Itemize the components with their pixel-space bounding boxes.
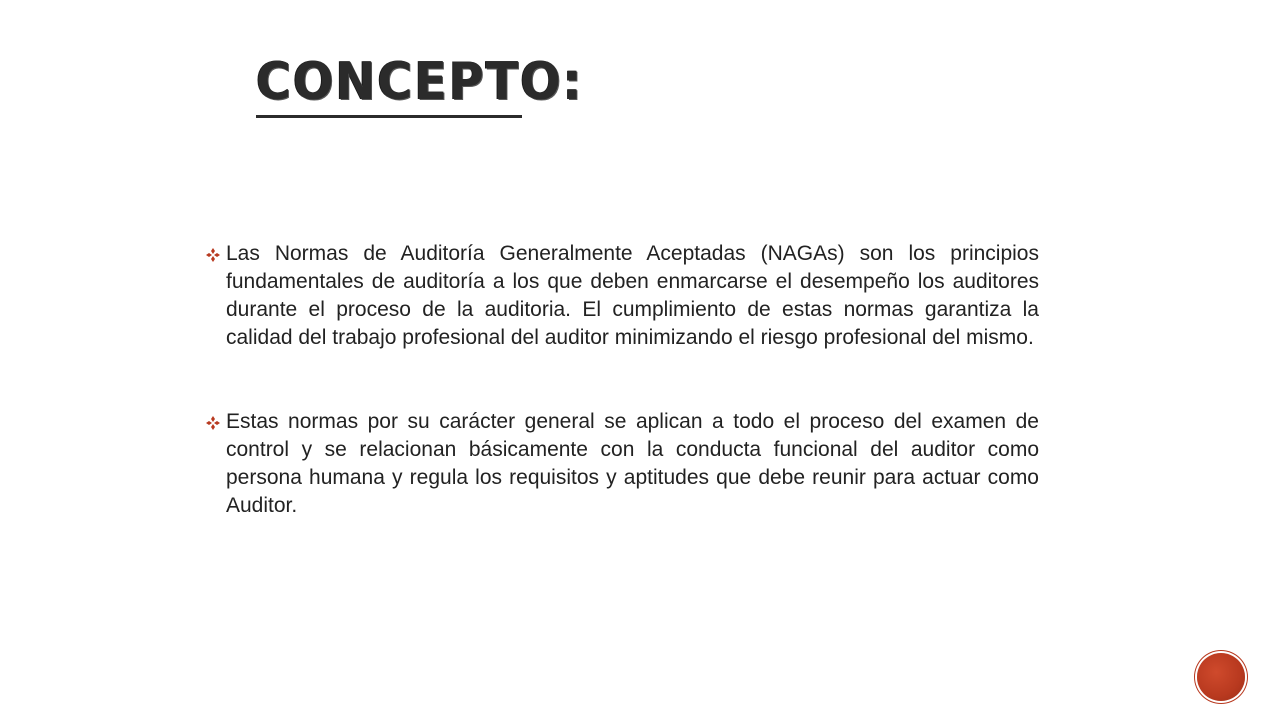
bullet-text: Estas normas por su carácter general se aplican a todo el proceso del examen de control y se relacionan básicamente con la conducta funcional del auditor como persona humana y regula los requisitos y aptitudes que debe reunir para actuar como Auditor. xyxy=(226,410,1039,517)
slide-title: CONCEPTO: xyxy=(256,52,584,112)
bullet-list xyxy=(205,240,1039,520)
diamond-bullet-icon xyxy=(205,416,221,430)
diamond-bullet-icon xyxy=(205,248,221,262)
next-slide-button[interactable] xyxy=(1197,653,1245,701)
title-underline xyxy=(256,115,522,118)
bullet-text: Las Normas de Auditoría Generalmente Aceptadas (NAGAs) son los principios fundamentales de auditoría a los que deben enmarcarse el desempeño los auditores durante el proceso de la auditoria. El cumplimiento de estas normas garantiza la calidad del trabajo profesional del auditor minimizando el riesgo profesional del mismo. xyxy=(226,242,1039,349)
bullet-item xyxy=(205,240,1039,352)
bullet-item xyxy=(205,408,1039,520)
